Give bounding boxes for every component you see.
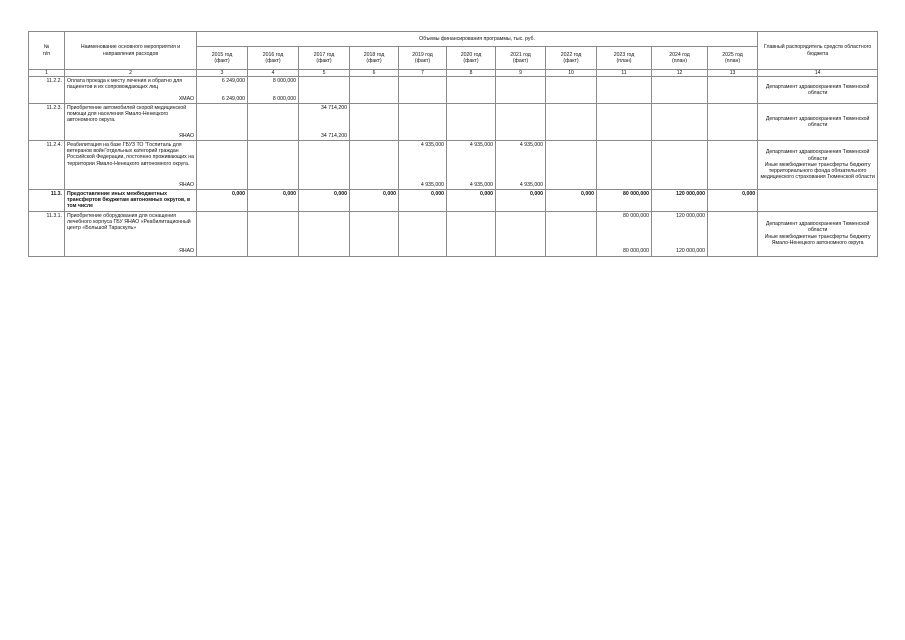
column-number: 4 bbox=[248, 70, 299, 77]
value-cell bbox=[248, 77, 299, 104]
responsible-authority: Департамент здравоохранения Тюменской области bbox=[758, 104, 878, 141]
value-cell bbox=[248, 141, 299, 190]
header-year: 2015 год (факт) bbox=[197, 47, 248, 70]
value-cell bbox=[597, 77, 652, 104]
row-name-cell bbox=[65, 211, 197, 256]
total-value: 0,000 bbox=[383, 191, 396, 197]
responsible-authority bbox=[758, 190, 878, 212]
total-value: 4 935,000 bbox=[519, 142, 543, 148]
value-cell bbox=[708, 77, 758, 104]
value-cell bbox=[708, 190, 758, 212]
total-value: 0,000 bbox=[431, 191, 444, 197]
row-name: Оплата проезда к месту лечения и обратно для пациентов и их сопровождающих лиц bbox=[67, 78, 183, 91]
value-cell bbox=[708, 211, 758, 256]
value-cell bbox=[652, 211, 708, 256]
finance-table bbox=[28, 31, 878, 257]
value-cell bbox=[197, 190, 248, 212]
total-value: 0,000 bbox=[283, 191, 296, 197]
row-number: 11.2.4. bbox=[29, 141, 65, 190]
value-cell bbox=[350, 190, 399, 212]
value-cell bbox=[447, 141, 496, 190]
header-year: 2020 год (факт) bbox=[447, 47, 496, 70]
column-number: 3 bbox=[197, 70, 248, 77]
region-value: 8 000,000 bbox=[272, 95, 296, 102]
header-year: 2016 год (факт) bbox=[248, 47, 299, 70]
value-cell bbox=[496, 104, 546, 141]
header-year: 2022 год (факт) bbox=[546, 47, 597, 70]
column-number: 14 bbox=[758, 70, 878, 77]
value-cell bbox=[399, 77, 447, 104]
value-cell bbox=[597, 211, 652, 256]
responsible-authority: Департамент здравоохранения Тюменской области bbox=[758, 77, 878, 104]
value-cell bbox=[197, 141, 248, 190]
row-number: 11.2.3. bbox=[29, 104, 65, 141]
total-value: 8 000,000 bbox=[272, 78, 296, 84]
value-cell bbox=[299, 104, 350, 141]
value-cell bbox=[546, 141, 597, 190]
value-cell bbox=[546, 190, 597, 212]
value-cell bbox=[496, 211, 546, 256]
value-cell bbox=[299, 211, 350, 256]
value-cell bbox=[248, 211, 299, 256]
row-name: Реабилитация на базе ГБУЗ ТО "Госпиталь для ветеранов войн"отдельных категорий граждан Российской Федерации, постоянно проживающих на территории Ямало-Ненецкого автономного округа. bbox=[67, 142, 194, 167]
row-name-cell bbox=[65, 104, 197, 141]
total-value: 120 000,000 bbox=[676, 191, 705, 197]
total-value: 80 000,000 bbox=[623, 191, 649, 197]
row-number: 11.2.2. bbox=[29, 77, 65, 104]
value-cell bbox=[197, 104, 248, 141]
value-cell bbox=[197, 211, 248, 256]
table-row bbox=[29, 211, 878, 256]
header-num: № п/п bbox=[29, 32, 65, 70]
header-year: 2025 год (план) bbox=[708, 47, 758, 70]
value-cell bbox=[546, 104, 597, 141]
column-number: 10 bbox=[546, 70, 597, 77]
value-cell bbox=[546, 77, 597, 104]
value-cell bbox=[248, 190, 299, 212]
row-name-cell bbox=[65, 141, 197, 190]
total-value: 4 935,000 bbox=[469, 142, 493, 148]
header-year: 2018 год (факт) bbox=[350, 47, 399, 70]
value-cell bbox=[350, 77, 399, 104]
responsible-authority: Департамент здравоохранения Тюменской области Иные межбюджетные трансферты бюджету Ямало-Ненецкого автономного округа bbox=[758, 211, 878, 256]
table-row bbox=[29, 77, 878, 104]
column-number: 6 bbox=[350, 70, 399, 77]
value-cell bbox=[447, 190, 496, 212]
value-cell bbox=[447, 211, 496, 256]
value-cell bbox=[652, 190, 708, 212]
total-value: 0,000 bbox=[232, 191, 245, 197]
column-number: 13 bbox=[708, 70, 758, 77]
region-value: 4 935,000 bbox=[420, 181, 444, 188]
value-cell bbox=[399, 104, 447, 141]
total-value: 0,000 bbox=[334, 191, 347, 197]
table-row bbox=[29, 141, 878, 190]
value-cell bbox=[652, 77, 708, 104]
row-name: Приобретение оборудования для оснащения лечебного корпуса ГБУ ЯНАО «Реабилитационный центр «Большой Тараскуль» bbox=[67, 212, 191, 232]
value-cell bbox=[299, 77, 350, 104]
value-cell bbox=[299, 190, 350, 212]
total-value: 34 714,200 bbox=[321, 105, 347, 111]
value-cell bbox=[597, 190, 652, 212]
value-cell bbox=[399, 141, 447, 190]
total-value: 0,000 bbox=[581, 191, 594, 197]
table-row bbox=[29, 190, 878, 212]
finance-table-wrapper bbox=[28, 31, 878, 257]
value-cell bbox=[652, 141, 708, 190]
region-value: 120 000,000 bbox=[676, 248, 705, 255]
region-value: 4 935,000 bbox=[469, 181, 493, 188]
total-value: 0,000 bbox=[530, 191, 543, 197]
value-cell bbox=[447, 104, 496, 141]
row-region: ЯНАО bbox=[179, 181, 194, 188]
row-region: ЯНАО bbox=[179, 248, 194, 255]
value-cell bbox=[399, 211, 447, 256]
row-name: Предоставление иных межбюджетных трансфертов бюджетам автономных округов, в том числе bbox=[67, 191, 191, 210]
value-cell bbox=[197, 77, 248, 104]
header-year: 2023 год (план) bbox=[597, 47, 652, 70]
row-name: Приобретение автомобилей скорой медицинской помощи для населения Ямало-Ненецкого автономного округа. bbox=[67, 105, 187, 124]
header-year: 2019 год (факт) bbox=[399, 47, 447, 70]
value-cell bbox=[546, 211, 597, 256]
row-number: 11.3.1. bbox=[29, 211, 65, 256]
value-cell bbox=[496, 190, 546, 212]
row-region: ХМАО bbox=[178, 95, 194, 102]
column-number: 7 bbox=[399, 70, 447, 77]
total-value: 80 000,000 bbox=[623, 212, 649, 219]
total-value: 120 000,000 bbox=[676, 212, 705, 219]
total-value: 0,000 bbox=[480, 191, 493, 197]
value-cell bbox=[299, 141, 350, 190]
row-name-cell bbox=[65, 190, 197, 212]
header-finance: Объемы финансирования программы, тыс. руб. bbox=[197, 32, 758, 47]
total-value: 4 935,000 bbox=[420, 142, 444, 148]
row-region: ЯНАО bbox=[179, 132, 194, 139]
region-value: 34 714,200 bbox=[321, 132, 347, 139]
header-year: 2024 год (план) bbox=[652, 47, 708, 70]
header-year: 2017 год (факт) bbox=[299, 47, 350, 70]
column-number: 12 bbox=[652, 70, 708, 77]
total-value: 0,000 bbox=[742, 191, 756, 197]
region-value: 4 935,000 bbox=[519, 181, 543, 188]
value-cell bbox=[708, 104, 758, 141]
value-cell bbox=[496, 141, 546, 190]
total-value: 6 249,000 bbox=[221, 78, 245, 84]
column-number: 8 bbox=[447, 70, 496, 77]
column-number: 11 bbox=[597, 70, 652, 77]
row-name-cell bbox=[65, 77, 197, 104]
header-responsible: Главный распорядитель средств областного бюджета bbox=[758, 32, 878, 70]
value-cell bbox=[496, 77, 546, 104]
value-cell bbox=[399, 190, 447, 212]
row-number: 11.3. bbox=[29, 190, 65, 212]
header-year: 2021 год (факт) bbox=[496, 47, 546, 70]
column-number: 2 bbox=[65, 70, 197, 77]
value-cell bbox=[597, 141, 652, 190]
value-cell bbox=[597, 104, 652, 141]
value-cell bbox=[350, 211, 399, 256]
value-cell bbox=[708, 141, 758, 190]
header-name: Наименование основного мероприятия и направления расходов bbox=[65, 32, 197, 70]
region-value: 80 000,000 bbox=[623, 248, 649, 255]
value-cell bbox=[447, 77, 496, 104]
responsible-authority: Департамент здравоохранения Тюменской области Иные межбюджетные трансферты бюджету территориального фонда обязательного медицинского страхования Тюменской области bbox=[758, 141, 878, 190]
value-cell bbox=[350, 141, 399, 190]
value-cell bbox=[350, 104, 399, 141]
table-row bbox=[29, 104, 878, 141]
value-cell bbox=[248, 104, 299, 141]
region-value: 6 249,000 bbox=[221, 95, 245, 102]
column-number: 5 bbox=[299, 70, 350, 77]
column-number: 9 bbox=[496, 70, 546, 77]
column-number: 1 bbox=[29, 70, 65, 77]
value-cell bbox=[652, 104, 708, 141]
